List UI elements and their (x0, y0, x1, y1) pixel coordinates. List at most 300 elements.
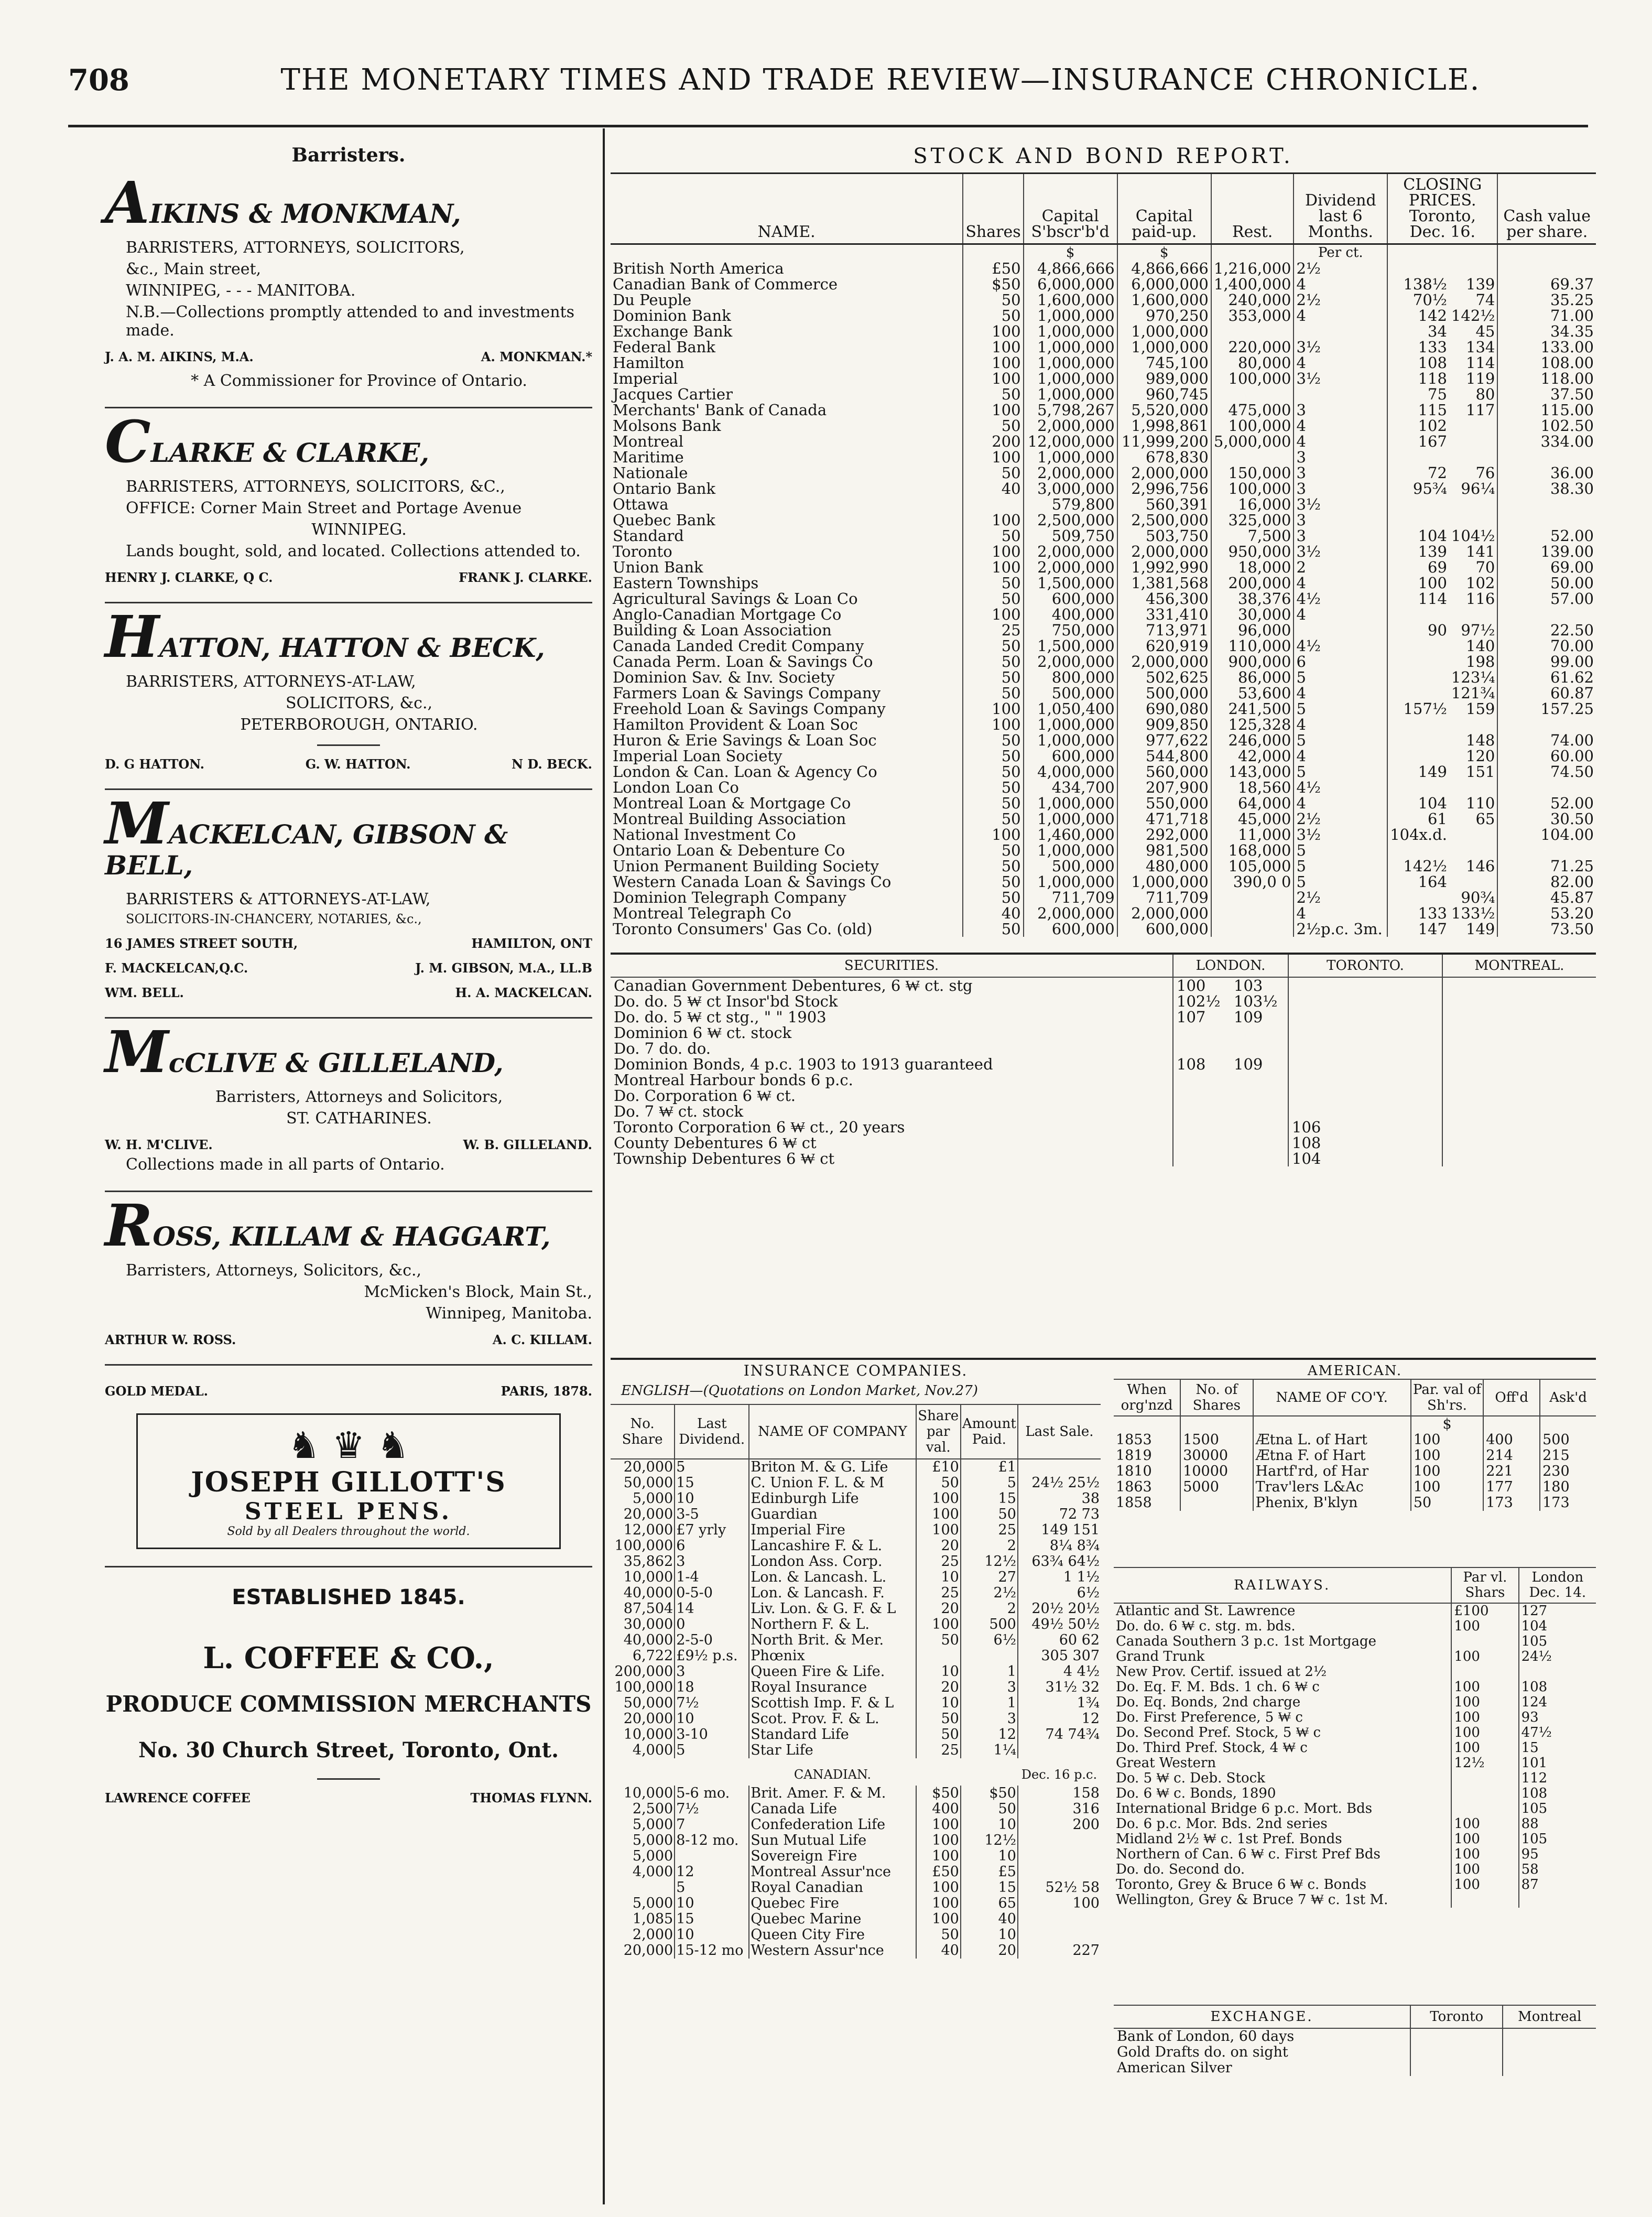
short-rule (317, 744, 380, 746)
coffee-ad (105, 1585, 592, 1805)
dividend-cell: 15-12 mo (675, 1943, 749, 1959)
london-ask-cell (1231, 1072, 1288, 1088)
capital-paid-cell: 2,996,756 (1117, 481, 1211, 496)
capital-subscribed-cell: 2,500,000 (1024, 512, 1117, 528)
rest-cell: 16,000 (1211, 496, 1294, 512)
london-cell: 105 (1519, 1634, 1596, 1649)
cash-value-cell: 70.00 (1497, 638, 1596, 654)
toronto-ask-cell: 65 (1475, 810, 1495, 828)
company-cell: Sovereign Fire (749, 1848, 916, 1864)
insurance-row (611, 1648, 1101, 1664)
stock-name: London & Can. Loan & Agency Co (613, 763, 877, 781)
shares-cell: 200 (963, 434, 1023, 449)
toronto-ask-cell: 74 (1475, 291, 1495, 309)
shares-cell: 50 (963, 874, 1023, 890)
company-cell: Briton M. & G. Life (749, 1459, 916, 1475)
toronto-ask-cell (1449, 512, 1497, 528)
capital-subscribed-cell: 600,000 (1024, 921, 1117, 937)
railway-row (1114, 1786, 1596, 1801)
firm-line: ST. CATHARINES. (286, 1109, 432, 1128)
par-cell: 50 (916, 1632, 961, 1648)
coffee-line: PRODUCE COMMISSION MERCHANTS (105, 1691, 592, 1717)
par-cell: 20 (916, 1538, 961, 1554)
securities-table (611, 953, 1596, 1166)
capital-subscribed-cell: 434,700 (1024, 780, 1117, 795)
rest-cell (1211, 323, 1294, 339)
divider (105, 1017, 592, 1019)
montreal-cell (1442, 1135, 1596, 1151)
london-cell: 108 (1519, 1680, 1596, 1695)
units-row: $ (1114, 1416, 1596, 1432)
capital-subscribed-cell: 2,000,000 (1024, 465, 1117, 481)
london-ask-cell (1231, 1104, 1288, 1119)
col-par: Par. val of Sh'rs. (1411, 1379, 1483, 1416)
railway-row (1114, 1847, 1596, 1862)
london-ask-cell: 109 (1234, 1055, 1263, 1073)
rest-cell: 125,328 (1211, 717, 1294, 732)
american-row (1114, 1432, 1596, 1448)
toronto-ask-cell: 102 (1466, 574, 1495, 592)
montreal-cell (1442, 1119, 1596, 1135)
coffee-name: L. COFFEE & CO., (203, 1641, 494, 1675)
par-cell: 100 (916, 1833, 961, 1848)
stock-row (611, 496, 1596, 512)
par-cell: 100 (1451, 1710, 1518, 1725)
paid-cell: 5 (961, 1475, 1018, 1491)
last-sale-cell (1018, 1911, 1101, 1927)
toronto-ask-cell: 121¾ (1451, 684, 1495, 702)
offered-cell: 214 (1483, 1448, 1540, 1464)
capital-subscribed-cell: 1,460,000 (1024, 827, 1117, 842)
shares-cell: 50 (963, 669, 1023, 685)
col-toronto: CLOSING PRICES. Toronto, Dec. 16. (1387, 174, 1497, 244)
toronto-bid-cell (1387, 654, 1449, 669)
capital-paid-cell: 456,300 (1117, 591, 1211, 607)
dividend-cell: 4 (1294, 418, 1387, 434)
cash-value-cell: 69.00 (1497, 559, 1596, 575)
rest-cell: 105,000 (1211, 858, 1294, 874)
cash-value-cell: 37.50 (1497, 386, 1596, 402)
london-cell: 58 (1519, 1862, 1596, 1877)
par-cell: 100 (1411, 1464, 1483, 1479)
firm-line: WINNIPEG, - - - MANITOBA. (126, 282, 356, 300)
capital-paid-cell: 207,900 (1117, 780, 1211, 795)
cash-value-cell: 74.00 (1497, 732, 1596, 748)
railway-row (1114, 1801, 1596, 1816)
toronto-cell (1288, 1025, 1442, 1041)
london-cell: 105 (1519, 1832, 1596, 1847)
par-cell: 100 (916, 1896, 961, 1911)
capital-subscribed-cell: 2,000,000 (1024, 559, 1117, 575)
security-row (611, 977, 1596, 993)
par-cell (1451, 1634, 1518, 1649)
insurance-row (611, 1491, 1101, 1507)
no-shares-cell (611, 1880, 675, 1896)
firm-line: Winnipeg, Manitoba. (426, 1304, 592, 1323)
toronto-cell (1288, 1104, 1442, 1119)
canadian-row (611, 1817, 1101, 1833)
stock-name: Freehold Loan & Savings Company (613, 700, 886, 718)
dividend-cell: 7½ (675, 1695, 749, 1711)
dividend-cell: £9½ p.s. (675, 1648, 749, 1664)
capital-subscribed-cell: 5,798,267 (1024, 402, 1117, 418)
col-montreal: Montreal (1503, 2005, 1596, 2028)
capital-subscribed-cell: 4,866,666 (1024, 261, 1117, 276)
toronto-bid-cell (1387, 607, 1449, 622)
no-shares-cell: 1,085 (632, 1911, 673, 1927)
last-sale-cell: 24½ 25½ (1018, 1475, 1101, 1491)
company-cell: Lon. & Lancash. F. (749, 1585, 916, 1601)
dividend-cell: 3-10 (675, 1727, 749, 1743)
stock-name: Toronto (613, 543, 672, 560)
header-rule (68, 125, 1588, 127)
london-ask-cell (1231, 1151, 1288, 1166)
railway-row (1114, 1710, 1596, 1725)
rest-cell: 240,000 (1211, 292, 1294, 308)
exchange-header-row (1114, 2005, 1596, 2028)
toronto-ask-cell: 120 (1466, 747, 1495, 765)
company-cell: Standard Life (749, 1727, 916, 1743)
shares-cell: 50 (963, 575, 1023, 591)
toronto-bid-cell: 133 (1387, 905, 1449, 921)
stock-name: Quebec Bank (613, 511, 715, 529)
railway-row (1114, 1877, 1596, 1892)
american-section (1114, 1360, 1596, 1511)
capital-paid-cell: 471,718 (1117, 811, 1211, 827)
dividend-cell: 2½ (1294, 811, 1387, 827)
london-cell: 95 (1519, 1847, 1596, 1862)
exchange-table (1114, 2005, 1596, 2076)
toronto-ask-cell: 134 (1466, 338, 1495, 356)
exchange-row (1114, 2060, 1596, 2076)
rest-cell: 100,000 (1211, 481, 1294, 496)
firm-line: Collections made in all parts of Ontario. (126, 1155, 445, 1174)
toronto-bid-cell: 75 (1387, 386, 1449, 402)
no-shares-cell: 35,862 (623, 1553, 673, 1570)
capital-subscribed-cell: 600,000 (1024, 591, 1117, 607)
stock-row (611, 292, 1596, 308)
london-cell: 93 (1519, 1710, 1596, 1725)
par-cell: 50 (916, 1475, 961, 1491)
company-cell: Lancashire F. & L. (749, 1538, 916, 1554)
rest-cell: 220,000 (1211, 339, 1294, 355)
london-ask-cell (1231, 1135, 1288, 1151)
rest-cell: 353,000 (1211, 308, 1294, 323)
canadian-row (611, 1864, 1101, 1880)
rest-cell: 5,000,000 (1211, 434, 1294, 449)
firm-name: ROSS, KILLAM & HAGGART, (105, 1192, 551, 1259)
london-ask-cell: 103 (1234, 977, 1263, 994)
par-cell: 100 (1411, 1448, 1483, 1464)
gillott-product: STEEL PENS. (244, 1498, 453, 1525)
stock-name: Dominion Sav. & Inv. Society (613, 668, 835, 686)
toronto-bid-cell: 115 (1387, 402, 1449, 418)
shares-cell: 50 (963, 638, 1023, 654)
par-cell: 100 (1411, 1479, 1483, 1495)
london-bid-cell: 108 (1173, 1056, 1231, 1072)
shares-cell: 100 (963, 402, 1023, 418)
dividend-cell: 15 (675, 1475, 749, 1491)
railway-row (1114, 1619, 1596, 1634)
capital-paid-cell: 502,625 (1117, 669, 1211, 685)
shares-cell: 50 (963, 858, 1023, 874)
gillott-ad (105, 1383, 592, 1549)
toronto-bid-cell: 108 (1387, 355, 1449, 371)
montreal-cell (1503, 2060, 1596, 2076)
montreal-cell (1442, 1025, 1596, 1041)
address: 16 JAMES STREET SOUTH, HAMILTON, ONT (105, 936, 592, 951)
canadian-row (611, 1896, 1101, 1911)
last-sale-cell: 4 4½ (1018, 1664, 1101, 1680)
capital-subscribed-cell: 750,000 (1024, 622, 1117, 638)
toronto-bid-cell (1387, 732, 1449, 748)
insurance-row (611, 1743, 1101, 1758)
london-cell (1519, 1664, 1596, 1680)
insurance-row (611, 1475, 1101, 1491)
security-name: Do. do. 5 ₩ ct stg., " " 1903 (614, 1008, 827, 1026)
no-shares-cell: 200,000 (614, 1663, 673, 1680)
company-cell: Scot. Prov. F. & L. (749, 1711, 916, 1727)
par-cell: 40 (916, 1943, 961, 1959)
paid-cell: 10 (961, 1927, 1018, 1943)
stock-name: Montreal Telegraph Co (613, 904, 791, 922)
toronto-ask-cell: 146 (1466, 857, 1495, 875)
toronto-ask-cell: 141 (1466, 543, 1495, 560)
par-cell (1451, 1892, 1518, 1908)
exchange-row (1114, 2045, 1596, 2060)
firm-line: Barristers, Attorneys and Solicitors, (215, 1088, 503, 1106)
shares-cell: 25 (963, 622, 1023, 638)
company-cell: Trav'lers L&Ac (1253, 1479, 1411, 1495)
col-paid: Amount Paid. (961, 1404, 1018, 1459)
toronto-ask-cell: 80 (1475, 385, 1495, 403)
railway-name: Midland 2½ ₩ c. 1st Pref. Bonds (1116, 1831, 1342, 1847)
toronto-bid-cell: 114 (1387, 591, 1449, 607)
rest-cell: 53,600 (1211, 685, 1294, 701)
rest-cell: 30,000 (1211, 607, 1294, 622)
insurance-row (611, 1459, 1101, 1475)
partners: D. G HATTON. G. W. HATTON. N D. BECK. (105, 756, 592, 772)
company-cell: Ætna F. of Hart (1253, 1448, 1411, 1464)
shares-cell: 50 (963, 528, 1023, 544)
barristers-column (105, 144, 592, 1805)
stock-row (611, 827, 1596, 842)
last-sale-cell: 52½ 58 (1018, 1880, 1101, 1896)
no-shares-cell: 20,000 (623, 1942, 673, 1959)
hatton-card (105, 603, 592, 772)
partners: J. A. M. AIKINS, M.A. A. MONKMAN.* (105, 349, 592, 364)
mcclive-card (105, 1018, 592, 1174)
dividend-cell: 5 (1294, 858, 1387, 874)
exchange-name: Bank of London, 60 days (1117, 2028, 1295, 2045)
par-cell: 100 (916, 1522, 961, 1538)
dividend-cell (1294, 386, 1387, 402)
insurance-table (611, 1404, 1101, 1959)
railway-name: Atlantic and St. Lawrence (1116, 1603, 1296, 1619)
last-sale-cell (1018, 1927, 1101, 1943)
london-cell: 127 (1519, 1603, 1596, 1619)
toronto-cell: 108 (1288, 1135, 1442, 1151)
dividend-cell: 3 (675, 1664, 749, 1680)
rest-cell: 200,000 (1211, 575, 1294, 591)
divider (105, 407, 592, 408)
railways-title: RAILWAYS. (1114, 1567, 1451, 1603)
stock-name: British North America (613, 259, 784, 277)
capital-subscribed-cell: 2,000,000 (1024, 544, 1117, 559)
organized-cell: 1819 (1116, 1447, 1152, 1464)
paid-cell: 2½ (961, 1585, 1018, 1601)
company-cell: Royal Canadian (749, 1880, 916, 1896)
toronto-ask-cell: 123¼ (1451, 668, 1495, 686)
security-name: Do. 7 ₩ ct. stock (614, 1102, 744, 1120)
dividend-cell: 4 (1294, 905, 1387, 921)
canadian-row (611, 1801, 1101, 1817)
col-organized: When org'nzd (1114, 1379, 1180, 1416)
stock-row (611, 575, 1596, 591)
montreal-cell (1442, 1088, 1596, 1104)
insurance-row (611, 1538, 1101, 1554)
stock-row (611, 323, 1596, 339)
montreal-cell (1442, 1041, 1596, 1056)
col-toronto: TORONTO. (1288, 954, 1442, 977)
insurance-header-row (611, 1404, 1101, 1459)
dividend-cell: 3½ (1294, 339, 1387, 355)
london-ask-cell: 103½ (1234, 992, 1278, 1010)
paid-cell: 65 (961, 1896, 1018, 1911)
firm-line: BARRISTERS, ATTORNEYS, SOLICITORS, (126, 239, 465, 257)
toronto-ask-cell: 119 (1466, 370, 1495, 387)
shares-cell: 50 (963, 386, 1023, 402)
partners: ARTHUR W. ROSS. A. C. KILLAM. (105, 1332, 592, 1347)
stock-name: Hamilton (613, 354, 684, 372)
canadian-row (611, 1911, 1101, 1927)
toronto-ask-cell (1449, 418, 1497, 434)
montreal-cell (1442, 993, 1596, 1009)
stock-row (611, 434, 1596, 449)
security-row (611, 1119, 1596, 1135)
dividend-cell: 5 (1294, 701, 1387, 717)
london-cell: 24½ (1519, 1649, 1596, 1664)
dividend-cell: 4 (1294, 575, 1387, 591)
last-sale-cell (1018, 1848, 1101, 1864)
cash-value-cell: 104.00 (1497, 827, 1596, 842)
toronto-bid-cell (1387, 512, 1449, 528)
canadian-row (611, 1833, 1101, 1848)
toronto-bid-cell (1387, 261, 1449, 276)
dividend-cell: 3 (1294, 465, 1387, 481)
cash-value-cell: 61.62 (1497, 669, 1596, 685)
capital-paid-cell: 2,000,000 (1117, 544, 1211, 559)
cash-value-cell: 74.50 (1497, 764, 1596, 780)
montreal-cell (1442, 1104, 1596, 1119)
paid-cell (961, 1648, 1018, 1664)
paid-cell: 15 (961, 1491, 1018, 1507)
capital-paid-cell: 2,000,000 (1117, 654, 1211, 669)
cash-value-cell: 34.35 (1497, 323, 1596, 339)
insurance-row (611, 1570, 1101, 1585)
cash-value-cell: 50.00 (1497, 575, 1596, 591)
stock-row (611, 622, 1596, 638)
company-cell: C. Union F. L. & M (749, 1475, 916, 1491)
railway-name: Do. Eq. F. M. Bds. 1 ch. 6 ₩ c (1116, 1679, 1320, 1695)
dividend-cell: 1-4 (675, 1570, 749, 1585)
last-sale-cell: 60 62 (1018, 1632, 1101, 1648)
london-bid-cell: 102½ (1173, 993, 1231, 1009)
firm-line: SOLICITORS-IN-CHANCERY, NOTARIES, &c., (126, 912, 422, 926)
toronto-cell (1410, 2045, 1503, 2060)
stock-name: Canadian Bank of Commerce (613, 275, 838, 293)
stock-name: Exchange Bank (613, 322, 733, 340)
london-cell: 47½ (1519, 1725, 1596, 1740)
toronto-cell (1288, 977, 1442, 993)
company-cell: Lon. & Lancash. L. (749, 1570, 916, 1585)
toronto-bid-cell: 142½ (1387, 858, 1449, 874)
london-ask-cell (1231, 1041, 1288, 1056)
cash-value-cell: 45.87 (1497, 890, 1596, 905)
capital-paid-cell: 713,971 (1117, 622, 1211, 638)
par-cell: £100 (1451, 1603, 1518, 1619)
stock-row (611, 890, 1596, 905)
last-sale-cell (1018, 1743, 1101, 1758)
capital-subscribed-cell: 400,000 (1024, 607, 1117, 622)
stock-row (611, 371, 1596, 386)
company-cell: Guardian (749, 1507, 916, 1522)
security-row (611, 1025, 1596, 1041)
stock-name: Imperial Loan Society (613, 747, 782, 765)
divider (105, 1191, 592, 1192)
stock-name: Eastern Townships (613, 574, 759, 592)
american-row (1114, 1448, 1596, 1464)
toronto-bid-cell (1387, 780, 1449, 795)
cash-value-cell: 53.20 (1497, 905, 1596, 921)
par-cell: 100 (1451, 1649, 1518, 1664)
security-row (611, 993, 1596, 1009)
rest-cell: 475,000 (1211, 402, 1294, 418)
stock-name: Building & Loan Association (613, 621, 832, 639)
london-cell: 88 (1519, 1816, 1596, 1832)
rest-cell (1211, 905, 1294, 921)
insurance-row (611, 1632, 1101, 1648)
shares-cell: 100 (963, 371, 1023, 386)
capital-paid-cell: 500,000 (1117, 685, 1211, 701)
paid-cell: 40 (961, 1911, 1018, 1927)
shares-cell: 50 (963, 654, 1023, 669)
par-cell: 100 (916, 1507, 961, 1522)
toronto-bid-cell: 61 (1387, 811, 1449, 827)
capital-paid-cell: 1,998,861 (1117, 418, 1211, 434)
divider (105, 1364, 592, 1366)
partners: WM. BELL. H. A. MACKELCAN. (105, 985, 592, 1000)
par-cell: 100 (1451, 1862, 1518, 1877)
toronto-ask-cell: 148 (1466, 731, 1495, 749)
par-cell: $50 (916, 1786, 961, 1801)
par-cell: £10 (916, 1459, 961, 1475)
shares-cell (963, 496, 1023, 512)
last-sale-cell: 12 (1018, 1711, 1101, 1727)
cash-value-cell: 52.00 (1497, 795, 1596, 811)
insurance-title: INSURANCE COMPANIES. (743, 1362, 968, 1379)
rest-cell: 168,000 (1211, 842, 1294, 858)
stock-name: Du Peuple (613, 291, 692, 309)
canadian-header-row: CANADIAN. Dec. 16 p.c. (794, 1767, 1097, 1782)
last-sale-cell: 305 307 (1018, 1648, 1101, 1664)
insurance-section (611, 1360, 1101, 1959)
american-header-row (1114, 1379, 1596, 1416)
stock-row (611, 339, 1596, 355)
par-cell: 25 (916, 1554, 961, 1570)
stock-row (611, 544, 1596, 559)
par-cell: 100 (1451, 1877, 1518, 1892)
